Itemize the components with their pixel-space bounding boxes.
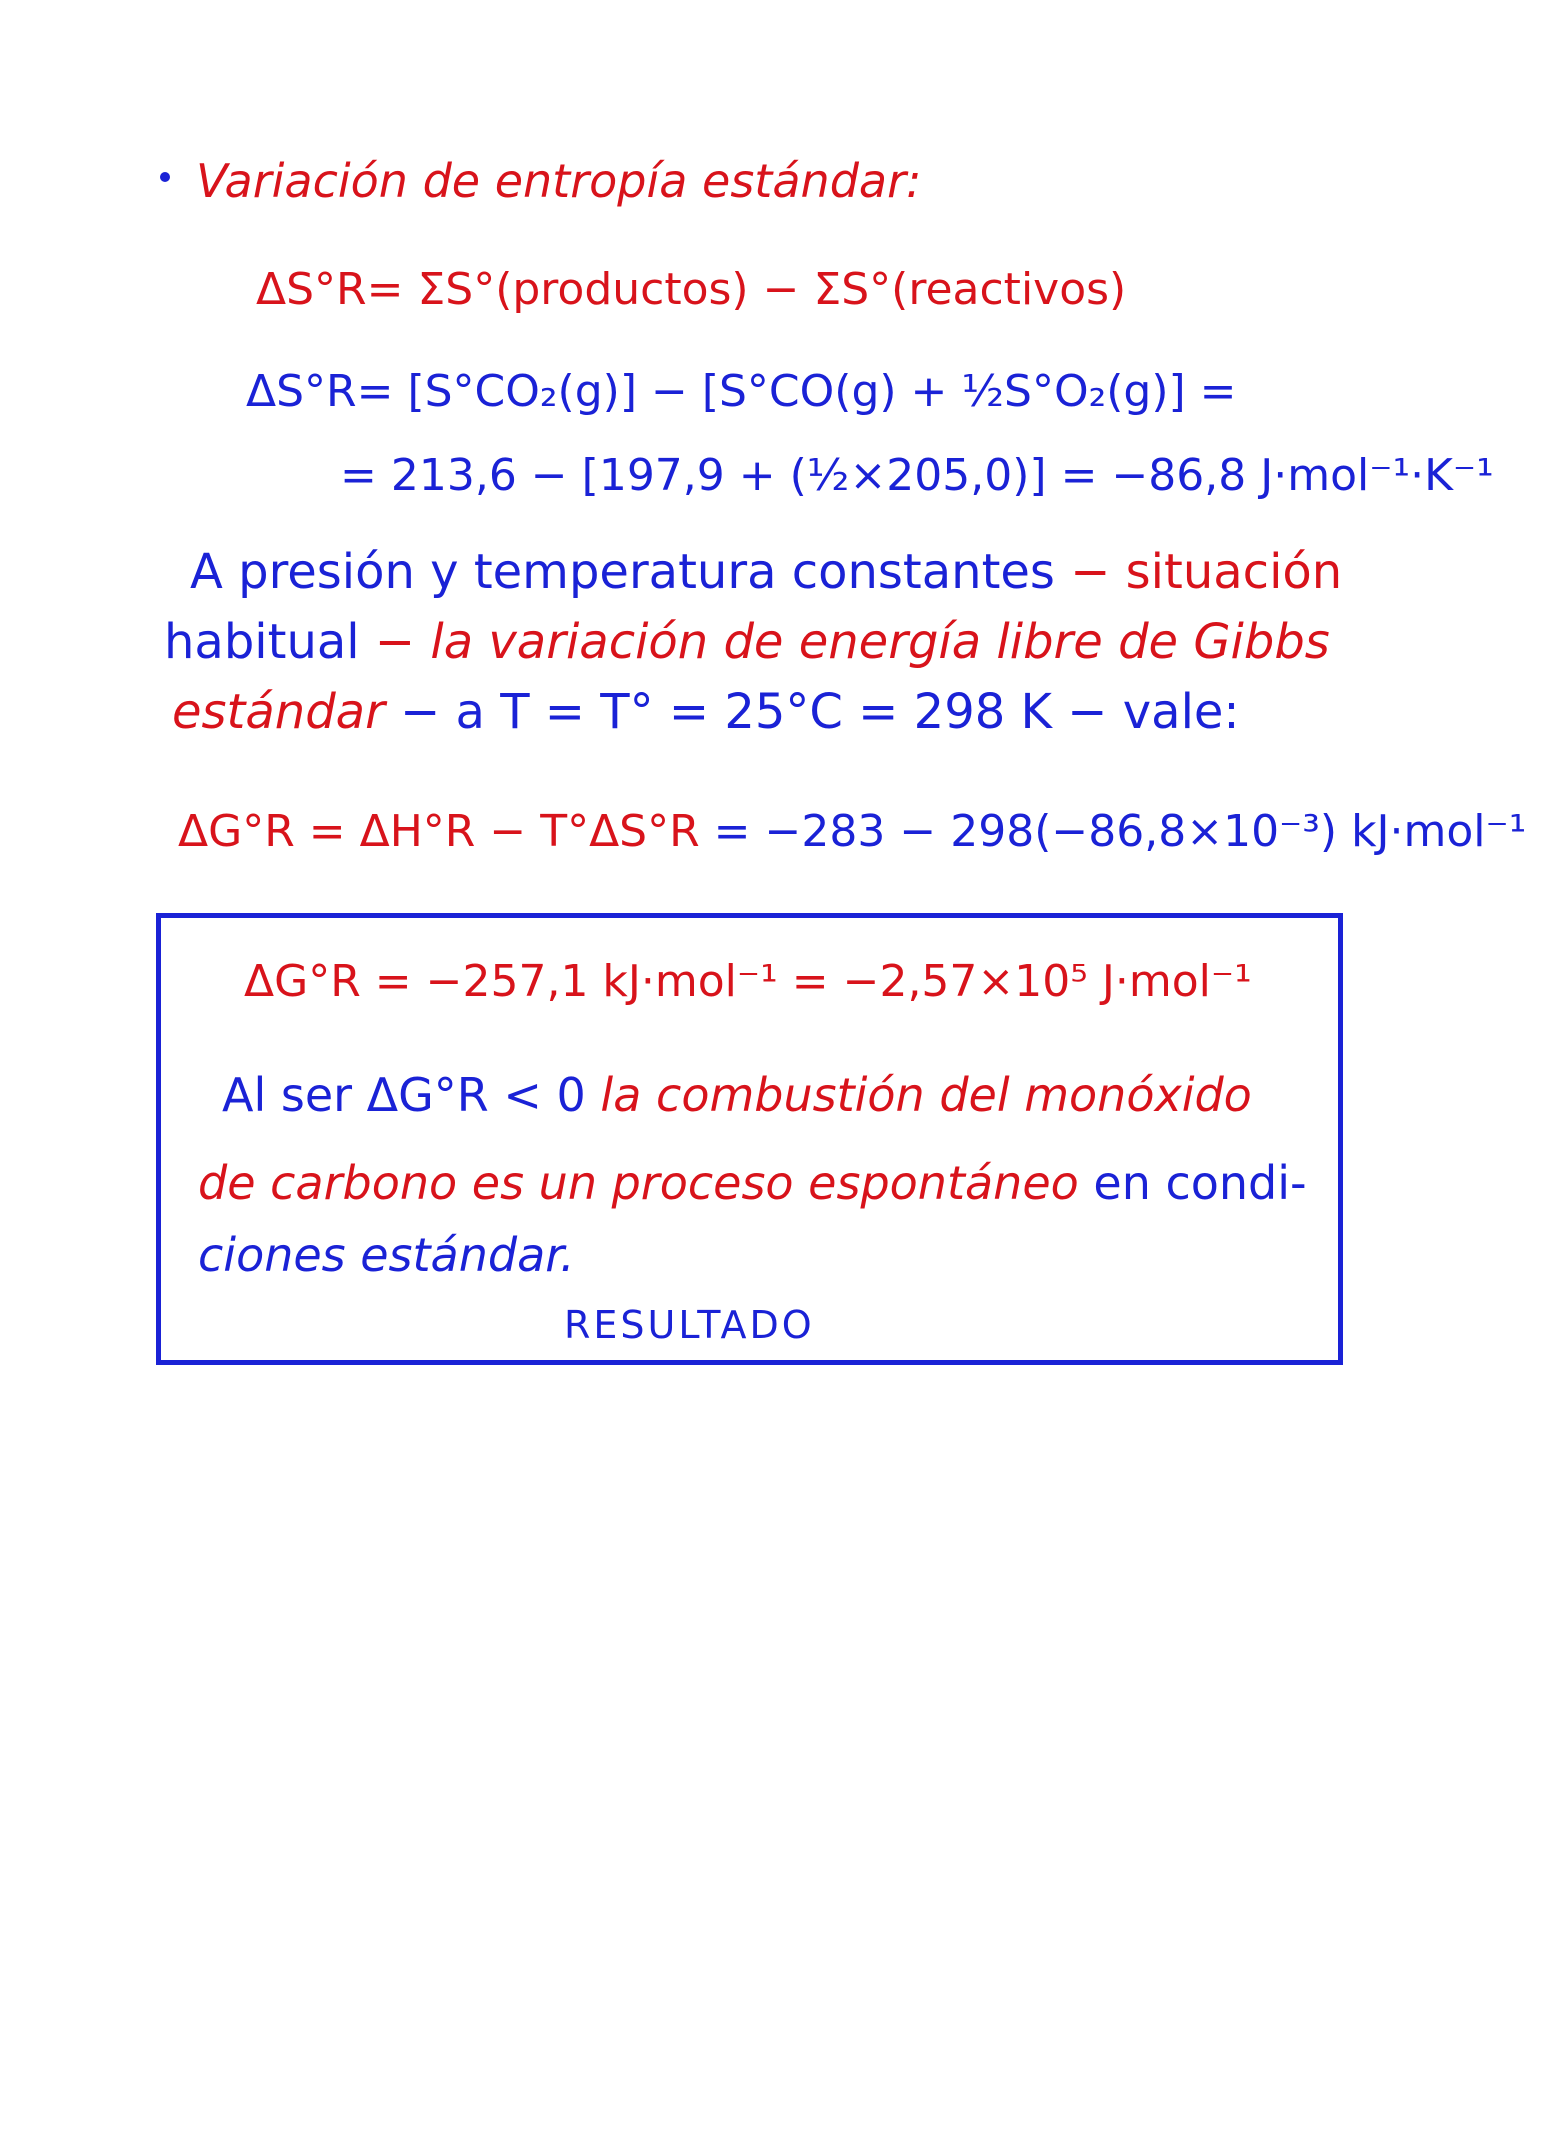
gibbs-formula-rhs: = −283 − 298(−86,8×10⁻³) kJ·mol⁻¹ (699, 806, 1527, 857)
conclusion-line-3: ciones estándar. (198, 1228, 575, 1282)
conclusion-line-2 (198, 1156, 1307, 1210)
entropy-general-rhs: = ΣS°(productos) − ΣS°(reactivos) (366, 264, 1127, 315)
paragraph-line-3-red: estándar (172, 684, 385, 740)
paragraph-line-3 (172, 684, 1240, 740)
paragraph-line-1-red: − situación (1054, 544, 1343, 600)
gibbs-formula (178, 806, 1527, 857)
entropy-specific-formula (246, 366, 1237, 417)
entropy-general-lhs: ΔS°R (256, 264, 367, 315)
bullet-icon (160, 172, 170, 182)
conclusion-line-1-blue: Al ser ΔG°R < 0 (222, 1068, 586, 1122)
entropy-specific-lhs: ΔS°R (246, 366, 357, 417)
paragraph-line-1 (190, 544, 1343, 600)
entropy-specific-rhs: = [S°CO₂(g)] − [S°CO(g) + ½S°O₂(g)] = (356, 366, 1237, 417)
paragraph-line-2-red: − la variación de energía libre de Gibbs (359, 614, 1330, 670)
paragraph-line-1-blue: A presión y temperatura constantes (190, 544, 1055, 600)
conclusion-line-1-red: la combustión del monóxido (585, 1068, 1252, 1122)
result-label: RESULTADO (564, 1303, 815, 1347)
entropy-numeric-result: = 213,6 − [197,9 + (½×205,0)] = −86,8 J·mol⁻¹·K⁻¹ (340, 450, 1494, 501)
section-heading: Variación de entropía estándar: (196, 154, 922, 208)
paragraph-line-3-blue: − a T = T° = 25°C = 298 K − vale: (384, 684, 1240, 740)
paragraph-line-2 (164, 614, 1330, 670)
paragraph-line-2-blue: habitual (164, 614, 360, 670)
conclusion-line-1 (222, 1068, 1252, 1122)
conclusion-line-2-blue: en condi- (1078, 1156, 1307, 1210)
result-value: ΔG°R = −257,1 kJ·mol⁻¹ = −2,57×10⁵ J·mol⁻¹ (244, 956, 1252, 1007)
conclusion-line-2-red: de carbono es un proceso espontáneo (198, 1156, 1079, 1210)
gibbs-formula-lhs: ΔG°R = ΔH°R − T°ΔS°R (178, 806, 700, 857)
entropy-general-formula (256, 264, 1127, 315)
